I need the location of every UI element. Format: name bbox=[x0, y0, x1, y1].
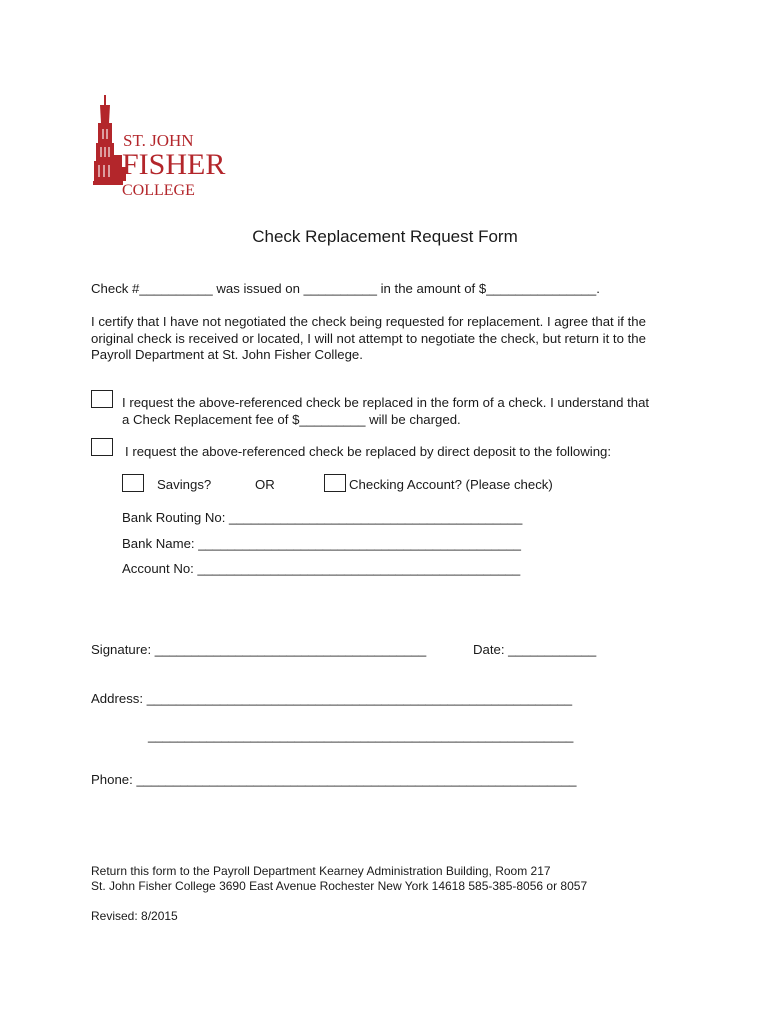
checking-label: Checking Account? (Please check) bbox=[349, 477, 553, 492]
college-logo bbox=[90, 95, 230, 200]
phone-field[interactable]: Phone: ____________________________________________________________ bbox=[91, 772, 577, 787]
revised-date: Revised: 8/2015 bbox=[91, 909, 178, 923]
account-no-field[interactable]: Account No: ____________________________________________ bbox=[122, 561, 521, 576]
logo-line3: COLLEGE bbox=[122, 182, 195, 199]
replace-by-check-line-1: I request the above-referenced check be replaced in the form of a check. I understand that bbox=[122, 395, 650, 410]
certify-line-2: original check is received or located, I will not attempt to negotiate the check, but return it to the bbox=[91, 331, 646, 346]
college-logo-graphic bbox=[90, 95, 230, 200]
date-field[interactable]: Date: ____________ bbox=[473, 642, 597, 657]
check-info-line: Check #__________ was issued on __________ in the amount of $_______________. bbox=[91, 281, 600, 296]
replace-by-check-checkbox[interactable] bbox=[91, 390, 113, 408]
address-field-line-2[interactable]: __________________________________________________________ bbox=[148, 728, 574, 743]
certify-line-1: I certify that I have not negotiated the check being requested for replacement. I agree that if the bbox=[91, 314, 646, 329]
savings-checkbox[interactable] bbox=[122, 474, 144, 492]
logo-line2: FISHER bbox=[122, 148, 226, 181]
checking-checkbox[interactable] bbox=[324, 474, 346, 492]
replace-by-check-line-2: a Check Replacement fee of $_________ will be charged. bbox=[122, 412, 461, 427]
bank-name-field[interactable]: Bank Name: ____________________________________________ bbox=[122, 536, 521, 551]
address-field[interactable]: Address: __________________________________________________________ bbox=[91, 691, 573, 706]
direct-deposit-checkbox[interactable] bbox=[91, 438, 113, 456]
or-label: OR bbox=[255, 477, 275, 492]
direct-deposit-label: I request the above-referenced check be replaced by direct deposit to the following: bbox=[125, 444, 612, 459]
signature-field[interactable]: Signature: _____________________________________ bbox=[91, 642, 427, 657]
form-title: Check Replacement Request Form bbox=[252, 227, 518, 246]
savings-label: Savings? bbox=[157, 477, 212, 492]
return-instructions-line-1: Return this form to the Payroll Department Kearney Administration Building, Room 217 bbox=[91, 864, 551, 878]
bank-routing-field[interactable]: Bank Routing No: ________________________________________ bbox=[122, 510, 523, 525]
logo-line1: ST. JOHN bbox=[123, 131, 194, 150]
return-instructions-line-2: St. John Fisher College 3690 East Avenue Rochester New York 14618 585-385-8056 or 8057 bbox=[91, 879, 588, 893]
certify-line-3: Payroll Department at St. John Fisher College. bbox=[91, 347, 363, 362]
